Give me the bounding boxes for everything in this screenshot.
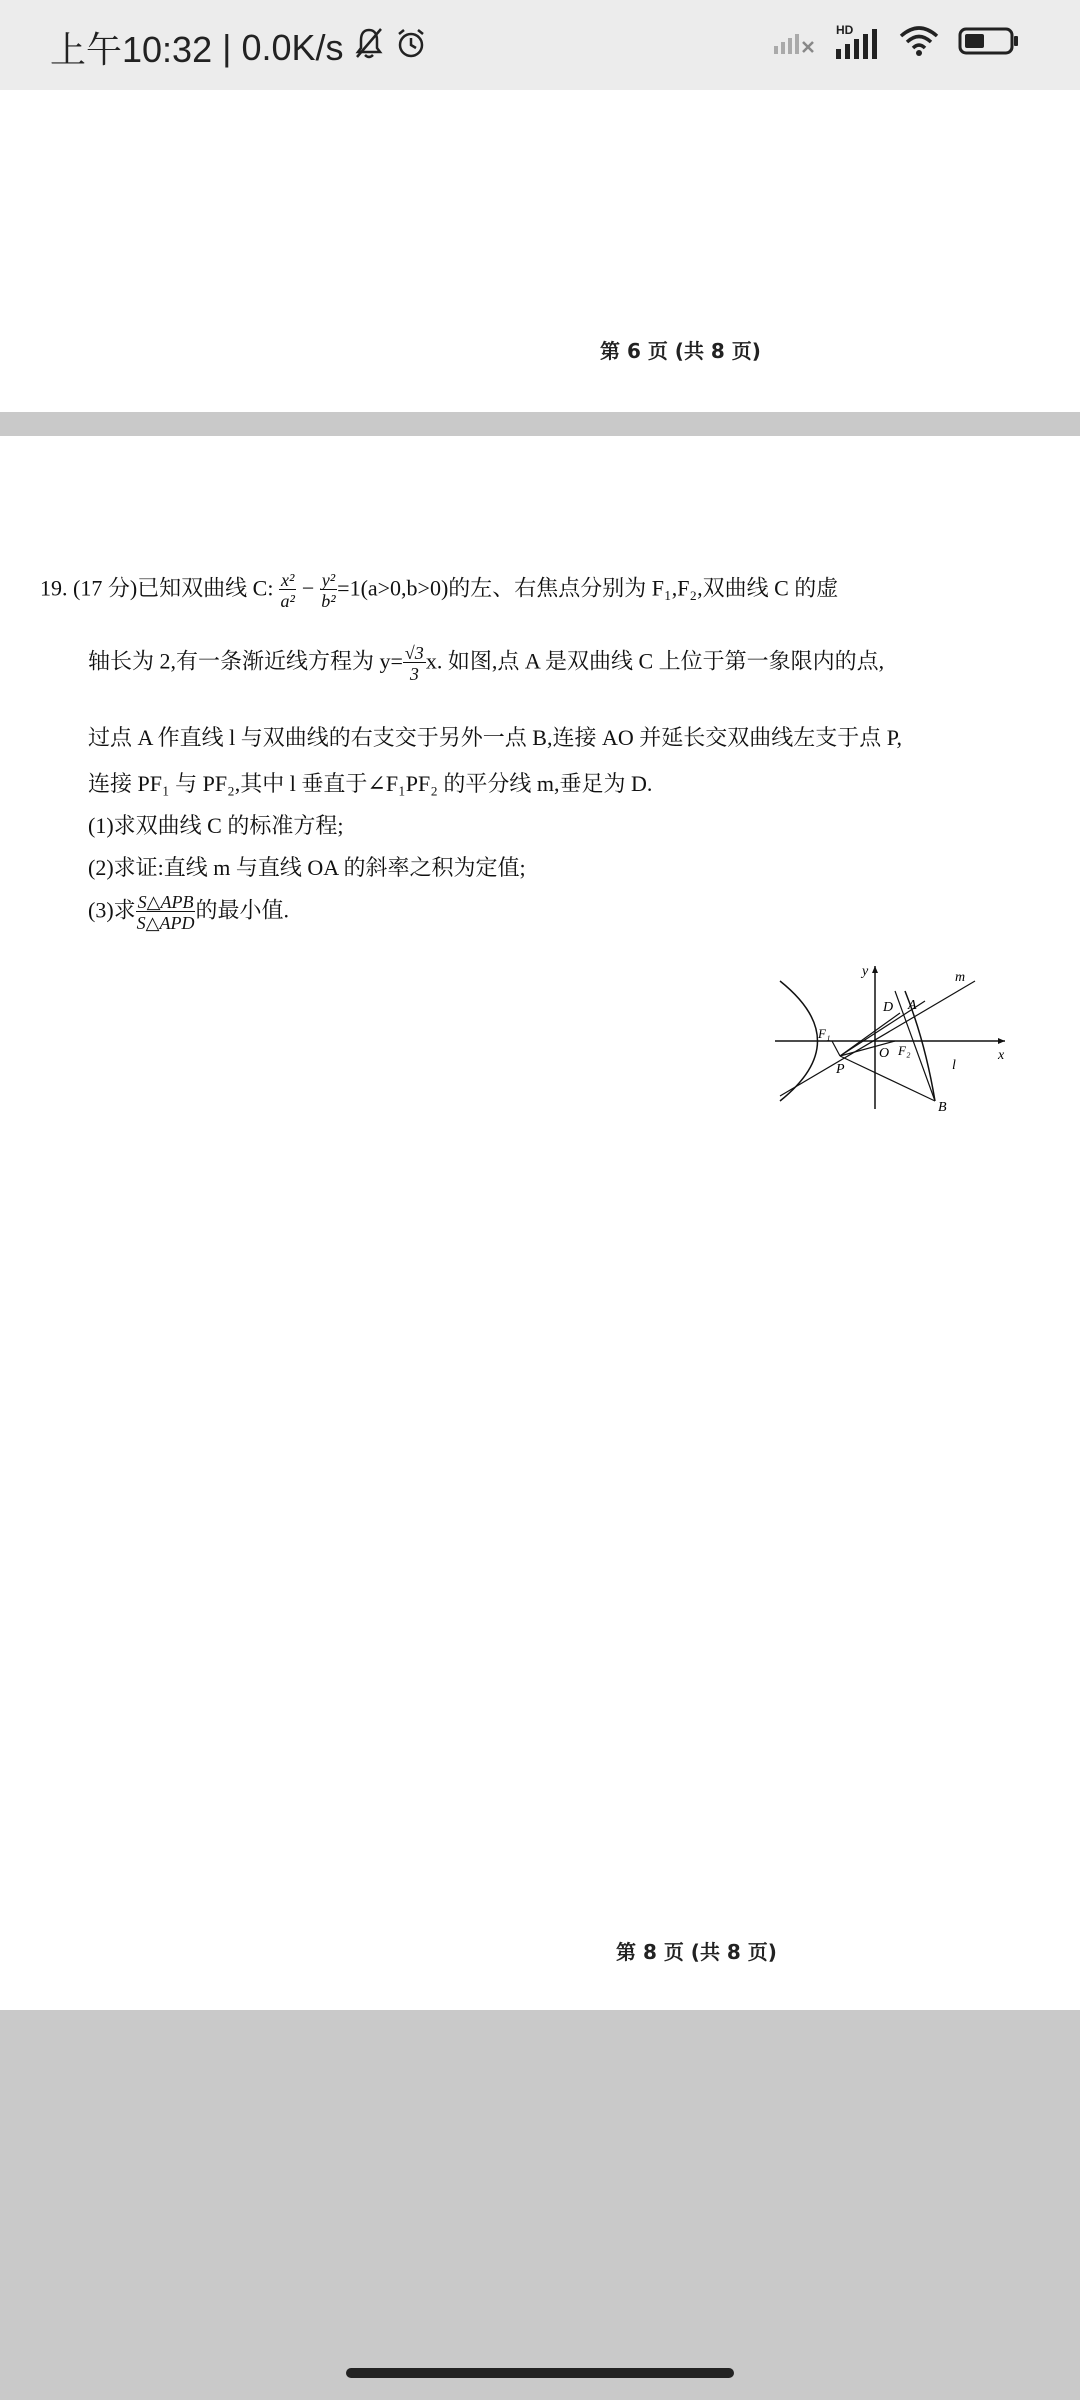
line-PF1 (832, 1041, 840, 1056)
status-bar (0, 0, 1080, 90)
label-y: y (862, 964, 869, 979)
fraction-x2-a2 (279, 571, 296, 610)
label-F2: F₂ (898, 1043, 911, 1058)
mute-notification-icon (354, 26, 384, 69)
question-score: (17 分) (73, 575, 138, 601)
fraction-area-ratio (136, 893, 196, 932)
gesture-home-bar[interactable] (346, 2368, 734, 2378)
question-text-1b: =1(a>0,b>0)的左、右焦点分别为 F₁,F₂,双曲线 C 的虚 (337, 575, 839, 601)
status-divider: | (222, 26, 232, 68)
fraction-numerator: √3 (404, 643, 424, 663)
status-left (50, 22, 428, 73)
label-A: A (908, 998, 917, 1013)
subquestion-3 (88, 893, 289, 932)
page-footer: 第 6 页 (共 8 页) (600, 339, 761, 363)
status-time: 上午10:32 (50, 29, 213, 70)
signal-weak-icon (772, 26, 816, 61)
line-m (840, 1013, 900, 1056)
document-page-8 (0, 436, 1080, 2010)
label-P: P (836, 1062, 845, 1077)
fraction-numerator: y² (321, 570, 336, 590)
subquestion-2: (2)求证:直线 m 与直线 OA 的斜率之积为定值; (88, 855, 526, 880)
battery-icon (958, 26, 1020, 61)
fraction-sqrt3-3 (403, 644, 426, 683)
label-x: x (998, 1048, 1005, 1063)
label-O: O (879, 1046, 890, 1061)
fraction-y2-b2 (320, 571, 337, 610)
subquestion-3-text-a: (3)求 (88, 897, 136, 923)
question-line-4: 连接 PF₁ 与 PF₂,其中 l 垂直于∠F₁PF₂ 的平分线 m,垂足为 D. (88, 771, 653, 796)
fraction-numerator: S△APB (137, 892, 194, 912)
signal-hd-icon (834, 22, 880, 61)
label-m: m (955, 970, 966, 985)
wifi-icon (898, 24, 940, 63)
status-right (772, 24, 1020, 63)
question-text-1a: 已知双曲线 C: (137, 575, 274, 601)
status-net-speed: 0.0K/s (241, 26, 344, 68)
label-B: B (938, 1100, 947, 1111)
question-line-2 (88, 644, 884, 683)
document-page-6 (0, 90, 1080, 412)
question-text-2a: 轴长为 2,有一条渐近线方程为 y= (88, 648, 403, 674)
fraction-denominator: S△APD (136, 913, 195, 933)
label-D: D (883, 1000, 894, 1015)
label-l: l (952, 1058, 956, 1073)
subquestion-3-text-b: 的最小值. (195, 897, 289, 923)
fraction-numerator: x² (280, 570, 295, 590)
alarm-icon (394, 26, 428, 69)
network-hd-label: HD (836, 22, 854, 37)
question-text-2b: x. 如图,点 A 是双曲线 C 上位于第一象限内的点, (425, 648, 885, 674)
minus-sign: − (301, 575, 315, 601)
question-number: 19. (40, 575, 68, 601)
subquestion-1: (1)求双曲线 C 的标准方程; (88, 813, 344, 838)
question-line-1 (40, 571, 838, 610)
fraction-denominator: 3 (409, 664, 419, 684)
fraction-denominator: a² (280, 591, 295, 611)
y-axis-arrow (872, 966, 878, 973)
x-axis-arrow (998, 1038, 1005, 1044)
fraction-denominator: b² (321, 591, 336, 611)
question-line-3: 过点 A 作直线 l 与双曲线的右支交于另外一点 B,连接 AO 并延长交双曲线左支于点 P, (88, 725, 903, 750)
label-F1: F₁ (818, 1026, 831, 1041)
asymptote-line (780, 981, 975, 1096)
hyperbola-figure (770, 961, 1010, 1111)
page-footer: 第 8 页 (共 8 页) (616, 1940, 777, 1964)
